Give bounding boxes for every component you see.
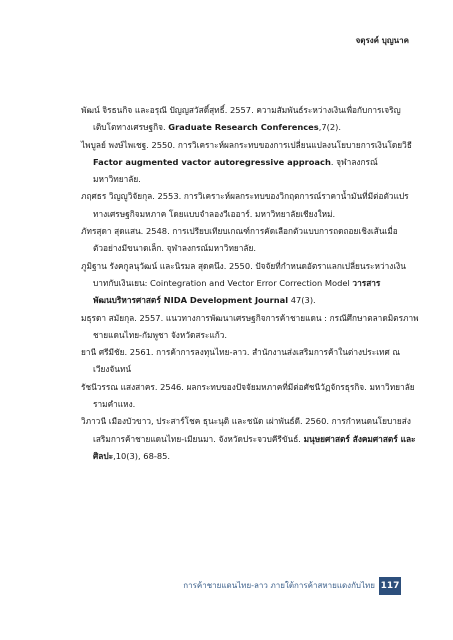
reference-entry: รัชนีวรรณ แสงสาคร. 2546. ผลกระทบของปัจจัยมหภาคที่มีต่อศัชนีวัฏจักรธุรกิจ. มหาวิทยาลัยรามคำแหง. — [81, 381, 415, 410]
page-number: 117 — [379, 577, 401, 595]
reference-entry: ภฤศธร วิญญูวิจัยกุล. 2553. การวิเคราะห์ผลกระทบของวิกฤตการณ์ราคาน้ำมันที่มีต่อตัวแปรทางเศรษฐกิจมหภาค โดยแบบจำลองวีเออาร์. มหาวิทยาลัยเชียงใหม่. — [81, 191, 409, 219]
reference-entry: พัฒน์ จิรธนกิจ และอรุณี ปัญญสวัสดิ์สุทธิ์. 2557. ความสัมพันธ์ระหว่างเงินเพื่อกับการเจริญเติบโตทางเศรษฐกิจ. Graduate Research Conferences,7(2). — [81, 105, 401, 133]
reference-entry: ภัทรสุดา สุดแสน. 2548. การเปรียบเทียบเกณฑ์การคัดเลือกตัวแบบการถดถอยเชิงเส้นเมื่อตัวอย่างมีขนาดเล็ก. จุฬาลงกรณ์มหาวิทยาลัย. — [81, 226, 398, 254]
reference-entry: วิภาวนี เมืองบัวขาว, ประสาร์โชค ธุนะนุติ และชนัด เผ่าพันธ์ดี. 2560. การกำหนดนโยบายส่งเสริมการค้าชายแดนไทย-เมียนมา. จังหวัดประจวบคีรีขันธ์. มนุษยศาสตร์ สังคมศาสตร์ และศิลปะ,10(3), 68-85. — [81, 416, 416, 461]
reference-entry: ภูมิฐาน รังคกูลนุวัฒน์ และนิรมล สุดคนึง. 2550. ปัจจัยที่กำหนดอัตราแลกเปลี่ยนระหว่างเงินบาทกับเงินเยน: Cointegration and Vector Error Correction Model วารสารพัฒนบริหารศาสตร์ NIDA Development Journal 47(3). — [81, 260, 406, 306]
reference-entry: ไพบูลย์ พงษ์ไพเชฐ. 2550. การวิเคราะห์ผลกระทบของการเปลี่ยนแปลงนโยบายการเงินโดยวิธี Factor augmented vactor autoregressive approach. จุฬาลงกรณ์มหาวิทยาลัย. — [81, 139, 412, 185]
footer-book-title: การค้าชายแดนไทย-ลาว ภายใต้การค้าสหายแดงกับไทย — [183, 581, 375, 590]
running-header-author: จตุรงค์ บุญนาค — [355, 36, 409, 45]
reference-entry: ยานี ศรีมีชัย. 2561. การค้าการลงทุนไทย-ลาว. สำนักงานส่งเสริมการค้าในต่างประเทศ ณ เวียงจันทน์ — [81, 347, 401, 375]
reference-list — [81, 102, 421, 465]
reference-entry: มธุรดา สมัยกุล. 2557. แนวทางการพัฒนาเศรษฐกิจการค้าชายแดน : กรณีศึกษาตลาดมิตรภาพชายแดนไทย-กัมพูชา จังหวัดสระแก้ว. — [81, 312, 419, 340]
page-footer — [0, 577, 453, 597]
